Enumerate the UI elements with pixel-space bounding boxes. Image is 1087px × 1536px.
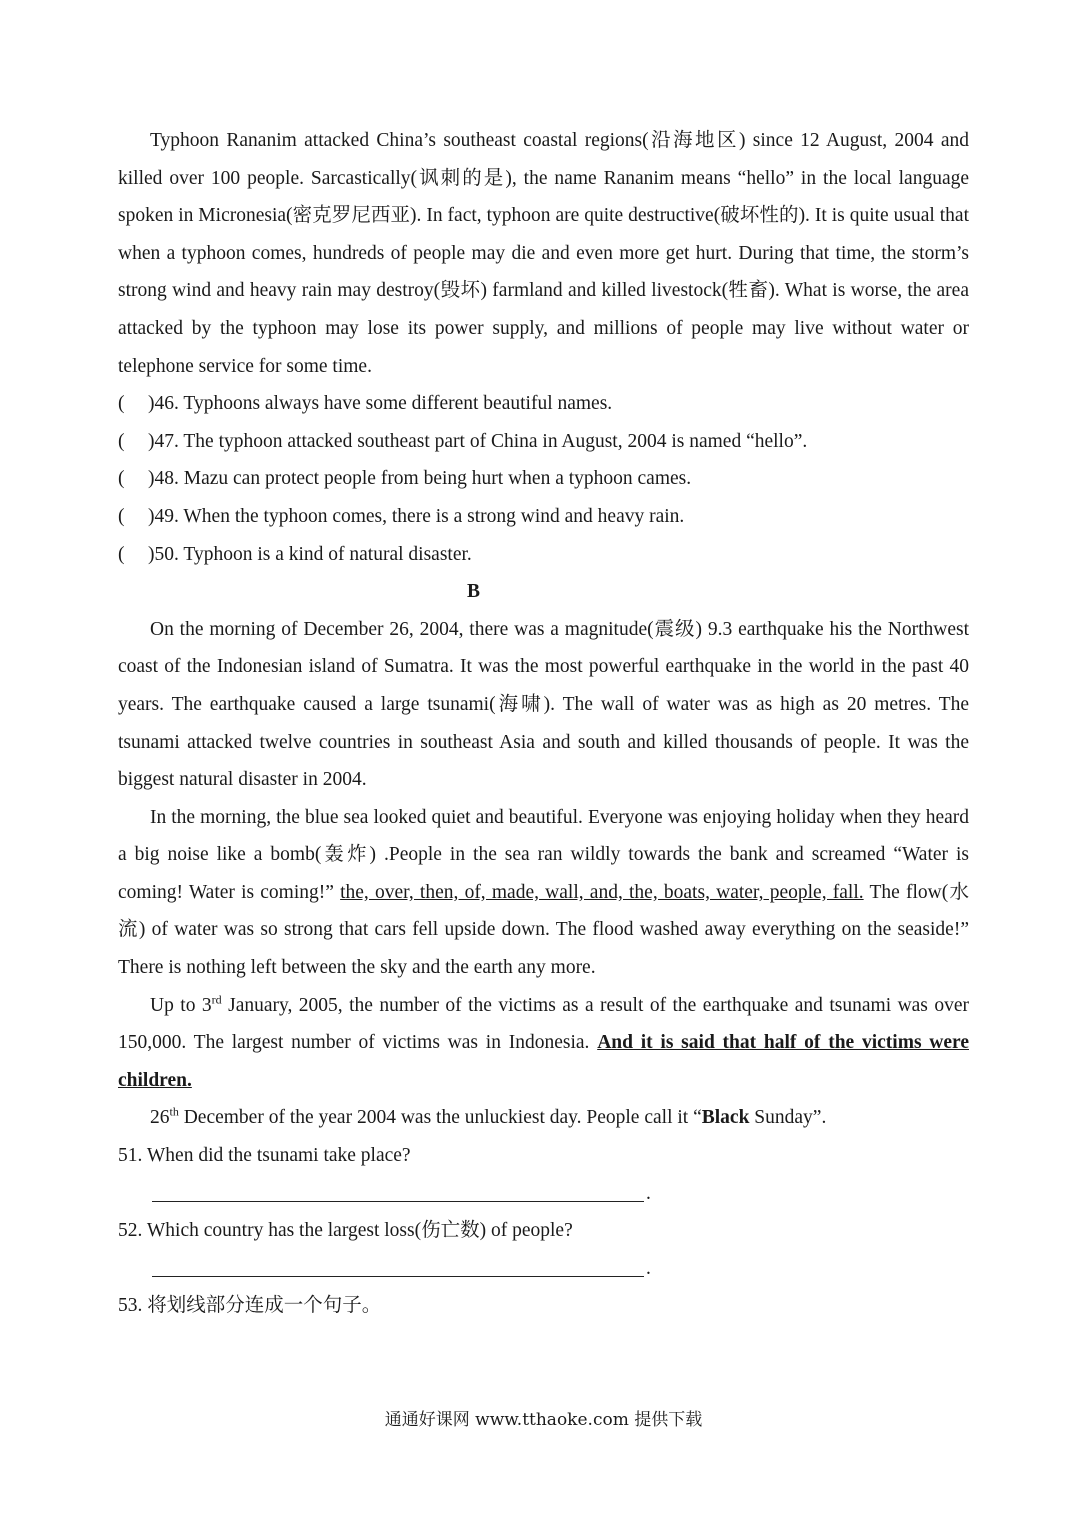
true-false-questions (118, 385, 969, 573)
answer-line-52[interactable] (152, 1250, 969, 1288)
line-end-period: . (646, 1182, 651, 1204)
question-53: 53. 将划线部分连成一个句子。 (118, 1295, 382, 1317)
page-footer: 通通好课网 www.tthaoke.com 提供下载 (384, 1410, 703, 1430)
answer-paren[interactable]: ( (118, 543, 125, 565)
question-52: 52. Which country has the largest loss(伤亡数) of people? (118, 1220, 573, 1242)
worksheet-page (118, 122, 969, 1325)
passage-b-paragraph-4 (118, 1099, 969, 1137)
line-end-period: . (646, 1257, 651, 1279)
passage-b-paragraph-2 (118, 799, 969, 987)
question-text: )50. Typhoon is a kind of natural disaster. (148, 543, 472, 565)
answer-underline (152, 1201, 644, 1202)
answer-paren[interactable]: ( (118, 393, 125, 415)
passage-a-paragraph: Typhoon Rananim attacked China’s southeast coastal regions(沿海地区) since 12 August, 2004 and killed over 100 people. Sarcastically(讽刺的是), the name Rananim means “hello” in the local language spoken in Micronesia(密克罗尼西亚). In fact, typhoon are quite destructive(破坏性的). It is quite usual that when a typhoon comes, hundreds of people may die and even more get hurt. During that time, the storm’s strong wind and heavy rain may destroy(毁坏) farmland and killed livestock(牲畜). What is worse, the area attacked by the typhoon may lose its power supply, and millions of people may live without water or telephone service for some time. (118, 130, 969, 377)
paragraph-text: Up to 3 (150, 994, 212, 1016)
question-49 (118, 498, 969, 536)
underlined-words: the, over, then, of, made, wall, and, the, boats, water, people, fall. (340, 881, 864, 903)
answer-underline (152, 1276, 644, 1277)
passage-b-paragraph-1: On the morning of December 26, 2004, there was a magnitude(震级) 9.3 earthquake his the Northwest coast of the Indonesian island of Sumatra. It was the most powerful earthquake in the world in the past 40 years. The earthquake caused a large tsunami(海啸). The wall of water was as high as 20 metres. The tsunami attacked twelve countries in southeast Asia and south and killed thousands of people. It was the biggest natural disaster in 2004. (118, 618, 969, 791)
question-48 (118, 460, 969, 498)
answer-line-51[interactable] (152, 1175, 969, 1213)
paragraph-text: January, 2005, the number of the victims as a result of the earthquake and tsunami was over 150,000. The largest number of victims was in Indonesia. (118, 994, 969, 1054)
passage-b-paragraph-3 (118, 987, 969, 1100)
paragraph-text: December of the year 2004 was the unluckiest day. People call it “ (178, 1107, 702, 1129)
question-47 (118, 423, 969, 461)
paragraph-text: In the morning, the blue sea looked quiet and beautiful. Everyone was enjoying holiday when they heard a big noise like a bomb(轰炸) .People in the sea ran wildly towards the bank and screamed “Water is coming! Water is coming!” (118, 806, 969, 903)
question-50 (118, 536, 969, 574)
paragraph-text: 26 (150, 1107, 170, 1129)
ordinal-suffix: th (169, 1104, 179, 1119)
answer-paren[interactable]: ( (118, 505, 125, 527)
question-46 (118, 385, 969, 423)
ordinal-suffix: rd (211, 992, 222, 1007)
bold-word: Black (701, 1107, 750, 1129)
answer-paren[interactable]: ( (118, 468, 125, 490)
question-51: 51. When did the tsunami take place? (118, 1145, 411, 1167)
question-text: )48. Mazu can protect people from being hurt when a typhoon cames. (148, 468, 692, 490)
paragraph-text: Sunday”. (749, 1107, 827, 1129)
question-text: )46. Typhoons always have some different beautiful names. (148, 393, 613, 415)
question-text: )49. When the typhoon comes, there is a strong wind and heavy rain. (148, 505, 685, 527)
section-b-title: B (466, 581, 480, 603)
question-text: )47. The typhoon attacked southeast part of China in August, 2004 is named “hello”. (148, 430, 808, 452)
paragraph-text: The flow(水流) of water was so strong that cars fell upside down. The flood washed away everything on the seaside!” There is nothing left between the sky and the earth any more. (118, 881, 970, 979)
bold-underlined-sentence: And it is said that half of the victims were children. (118, 1032, 969, 1091)
answer-paren[interactable]: ( (118, 430, 125, 452)
